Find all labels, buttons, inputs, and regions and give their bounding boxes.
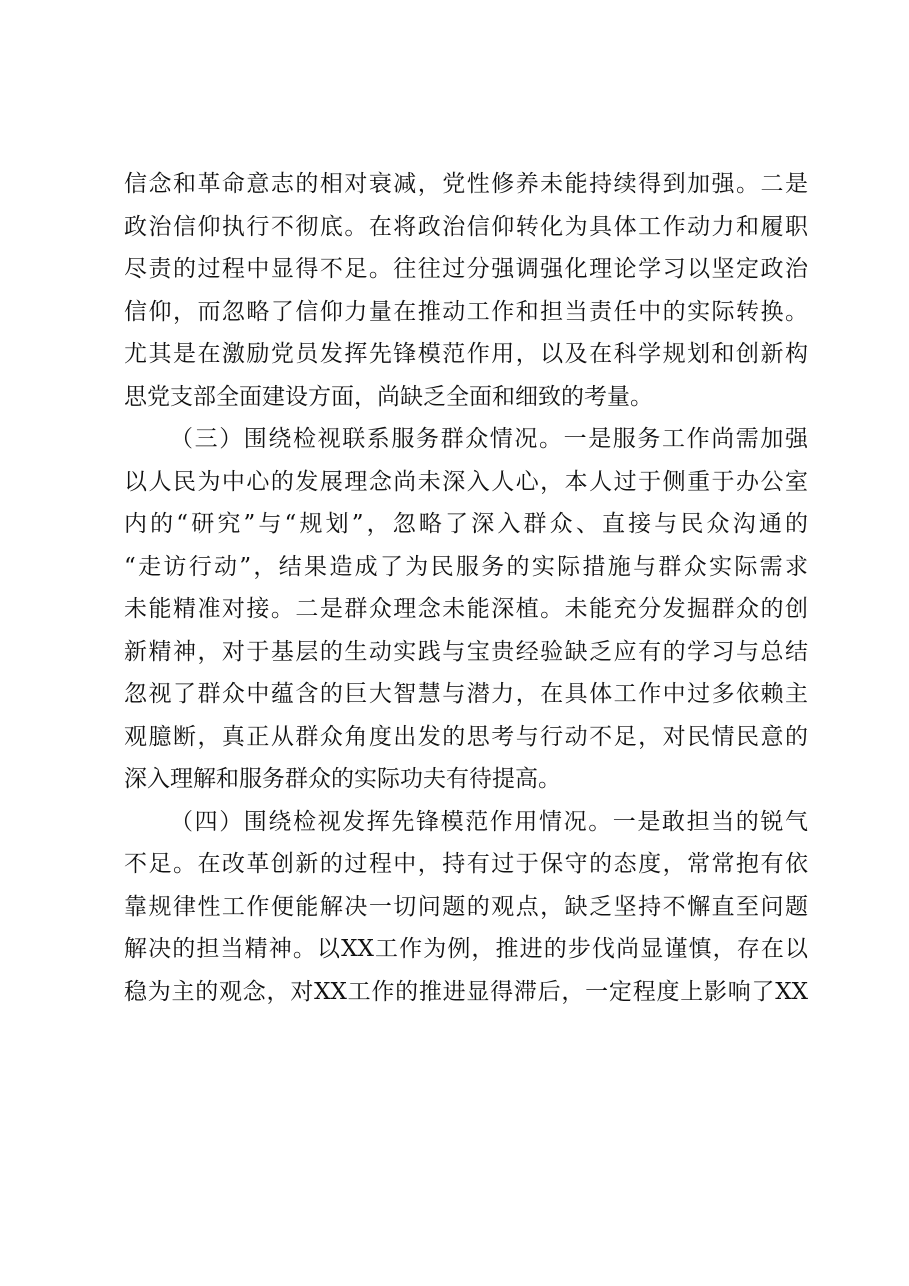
text-line: 政治信仰执行不彻底。在将政治信仰转化为具体工作动力和履职 (124, 213, 808, 240)
text-line: 尽责的过程中显得不足。往往过分强调强化理论学习以坚定政治 (124, 256, 808, 282)
text-line: 深入理解和服务群众的实际功夫有待提高。 (124, 766, 561, 792)
text-line: 新精神，对于基层的生动实践与宝贵经验缺乏应有的学习与总结 (124, 638, 808, 665)
text-line: 信仰，而忽略了信仰力量在推动工作和担当责任中的实际转换。 (124, 298, 808, 325)
document-body (124, 163, 808, 1013)
text-line: 尤其是在激励党员发挥先锋模范作用，以及在科学规划和创新构 (124, 341, 808, 367)
text-line: 信念和革命意志的相对衰减，党性修养未能持续得到加强。二是 (124, 171, 808, 197)
text-line: 解决的担当精神。以XX工作为例，推进的步伐尚显谨慎，存在以 (124, 936, 808, 962)
section-heading-line: （四）围绕检视发挥先锋模范作用情况。一是敢担当的锐气 (170, 808, 808, 835)
text-line: 思党支部全面建设方面，尚缺乏全面和细致的考量。 (124, 383, 653, 410)
section-heading-line: （三）围绕检视联系服务群众情况。一是服务工作尚需加强 (170, 426, 808, 452)
text-line: 未能精准对接。二是群众理念未能深植。未能充分发掘群众的创 (124, 596, 808, 622)
text-line: 内的“研究”与“规划”，忽略了深入群众、直接与民众沟通的 (124, 511, 808, 537)
text-line: 观臆断，真正从群众角度出发的思考与行动不足，对民情民意的 (124, 723, 808, 750)
text-line: 稳为主的观念，对XX工作的推进显得滞后，一定程度上影响了XX (124, 978, 808, 1005)
text-line: 靠规律性工作便能解决一切问题的观点，缺乏坚持不懈直至问题 (124, 893, 808, 920)
text-line: 以人民为中心的发展理念尚未深入人心，本人过于侧重于办公室 (124, 468, 808, 495)
text-line: “走访行动”，结果造成了为民服务的实际措施与群众实际需求 (124, 553, 808, 580)
text-line: 不足。在改革创新的过程中，持有过于保守的态度，常常抱有依 (124, 851, 808, 877)
text-line: 忽视了群众中蕴含的巨大智慧与潜力，在具体工作中过多依赖主 (124, 681, 808, 707)
